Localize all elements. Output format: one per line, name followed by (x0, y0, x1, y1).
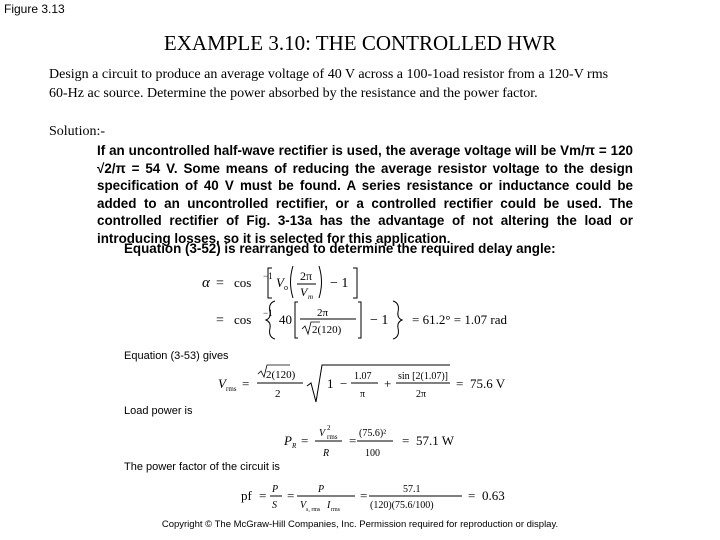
svg-text:2π: 2π (416, 389, 427, 400)
solution-paragraph: If an uncontrolled half-wave rectifier is used, the average voltage will be Vm/π = 120 √2/π = 54 V. Some means of reducing the average resistor voltage to the design specification of 40 V must be found. A series resistance or inductance could be added to an uncontrolled rectifier, or a controlled rectifier could be used. The controlled rectifier of Fig. 3-13a has the advantage of not altering the load or introducing losses, so it is selected for this application. (97, 143, 633, 246)
svg-text:V: V (218, 376, 226, 391)
svg-text:rms: rms (327, 433, 338, 441)
svg-text:cos: cos (234, 275, 252, 290)
svg-text:s, rms: s, rms (306, 507, 321, 513)
svg-text:+: + (384, 376, 392, 391)
svg-text:100: 100 (365, 448, 380, 459)
power-equation (283, 424, 455, 459)
svg-text:V: V (300, 285, 308, 299)
load-power-label: Load power is (124, 405, 193, 417)
svg-text:2: 2 (327, 424, 331, 432)
vrms-equation (218, 365, 506, 402)
power-result: 57.1 W (416, 433, 455, 448)
svg-text:I: I (327, 500, 331, 511)
power-factor-label: The power factor of the circuit is (124, 461, 280, 473)
svg-text:(75.6)²: (75.6)² (359, 428, 387, 439)
alpha-equation-line2 (216, 301, 507, 339)
svg-text:sin [2(1.07)]: sin [2(1.07)] (398, 371, 448, 382)
svg-text:=: = (402, 433, 410, 448)
svg-text:m: m (308, 293, 314, 301)
problem-statement: Design a circuit to produce an average voltage of 40 V across a 100-1oad resistor from a 120-V rms 60-Hz ac source. Determine the power absorbed by the resistance and the power factor. (49, 67, 609, 101)
svg-text:V: V (276, 275, 284, 290)
svg-text:=: = (216, 276, 224, 291)
copyright-notice: Copyright © The McGraw-Hill Companies, Inc. Permission required for reproduction or display. (161, 519, 559, 530)
figure-label: Figure 3.13 (4, 2, 65, 16)
svg-text:2π: 2π (317, 307, 329, 319)
svg-text:rms: rms (331, 507, 340, 513)
svg-text:− 1: − 1 (330, 276, 349, 291)
svg-text:P: P (284, 433, 292, 448)
svg-text:= 61.2° = 1.07 rad: = 61.2° = 1.07 rad (412, 312, 507, 327)
svg-text:1: 1 (327, 376, 334, 391)
svg-text:P: P (318, 484, 325, 495)
svg-text:=: = (349, 433, 357, 448)
equation-353-label: Equation (3-53) gives (124, 350, 229, 362)
svg-text:P: P (272, 484, 279, 495)
svg-text:2π: 2π (300, 269, 313, 283)
svg-text:α: α (202, 275, 210, 291)
svg-text:=: = (456, 376, 464, 391)
svg-text:2(120): 2(120) (312, 324, 342, 336)
svg-text:1.07: 1.07 (354, 371, 372, 382)
alpha-equation (202, 266, 357, 301)
svg-text:=: = (301, 433, 309, 448)
svg-text:=: = (468, 488, 476, 503)
svg-text:2: 2 (275, 388, 281, 400)
svg-text:cos: cos (234, 312, 252, 327)
svg-text:=: = (242, 376, 250, 391)
svg-text:2(120): 2(120) (266, 369, 296, 381)
svg-text:=: = (287, 488, 295, 503)
svg-text:−: − (340, 376, 348, 391)
svg-text:S: S (272, 500, 277, 511)
solution-label: Solution:- (49, 124, 106, 139)
svg-text:−1: −1 (263, 308, 273, 318)
svg-text:40: 40 (279, 312, 292, 327)
svg-text:=: = (216, 313, 224, 328)
svg-text:π: π (360, 389, 366, 400)
power-factor-equation (241, 484, 505, 513)
svg-text:R: R (323, 448, 330, 459)
page-title: EXAMPLE 3.10: THE CONTROLLED HWR (163, 31, 557, 55)
svg-text:R: R (292, 442, 297, 450)
svg-text:=: = (360, 488, 368, 503)
svg-text:V: V (300, 500, 307, 511)
svg-text:−1: −1 (263, 271, 273, 281)
svg-text:o: o (284, 283, 288, 292)
svg-text:57.1: 57.1 (403, 484, 421, 495)
svg-text:rms: rms (226, 385, 237, 393)
svg-text:V: V (319, 428, 326, 439)
svg-text:=: = (259, 488, 267, 503)
vrms-result: 75.6 V (470, 376, 506, 391)
svg-text:pf: pf (241, 488, 252, 503)
svg-text:− 1: − 1 (370, 313, 389, 328)
pf-result: 0.63 (482, 488, 505, 503)
svg-text:(120)(75.6/100): (120)(75.6/100) (370, 500, 434, 511)
equation-intro: Equation (3-52) is rearranged to determine the required delay angle: (124, 241, 556, 256)
